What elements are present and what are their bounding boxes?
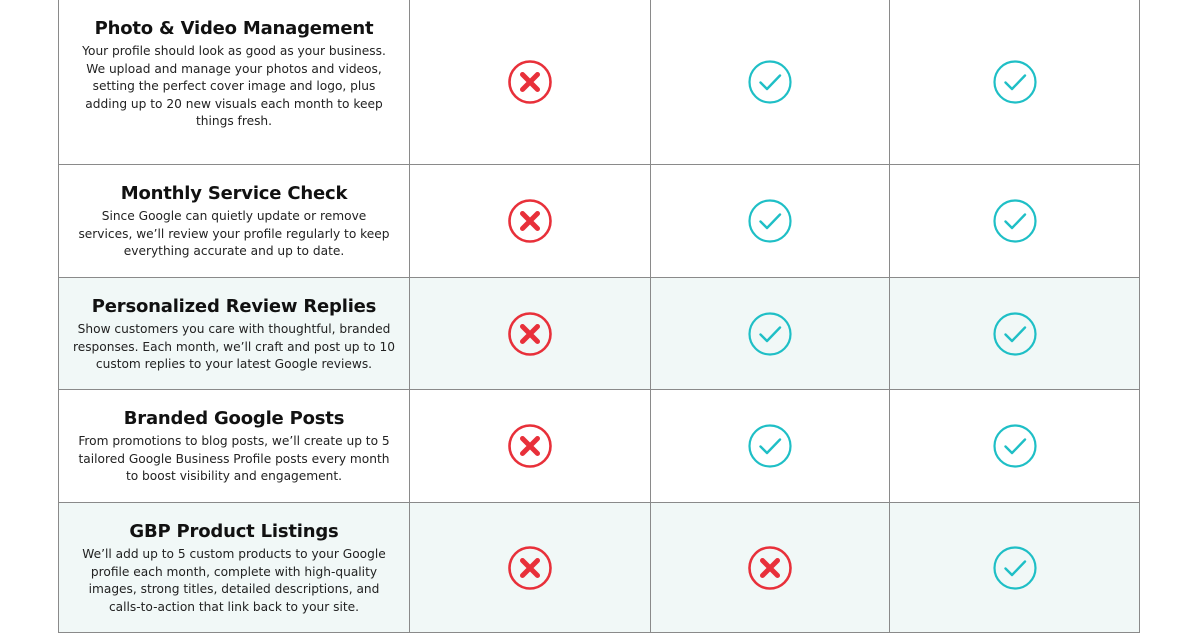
table-row-photo-video [59, 0, 1139, 165]
check-icon [992, 198, 1038, 244]
cross-icon [507, 59, 553, 105]
feature-description: Show customers you care with thoughtful, branded responses. Each month, we’ll craft and post up to 10 custom replies to your latest Google reviews. [72, 322, 396, 372]
plan-2-cell [651, 278, 890, 389]
plan-1-cell [410, 278, 651, 389]
check-icon [992, 545, 1038, 591]
feature-title: Personalized Review Replies [91, 296, 377, 317]
feature-cell [59, 503, 410, 632]
feature-comparison-table [58, 0, 1140, 633]
plan-3-cell [890, 503, 1139, 632]
feature-description: Your profile should look as good as your business. We upload and manage your photos and videos, setting the perfect cover image and logo, plus adding up to 20 new visuals each month to keep things fresh. [82, 44, 386, 129]
plan-3-cell [890, 278, 1139, 389]
feature-description: Since Google can quietly update or remove services, we’ll review your profile regularly to keep everything accurate and up to date. [78, 209, 390, 259]
check-icon [747, 198, 793, 244]
feature-cell [59, 0, 410, 164]
check-icon [747, 311, 793, 357]
check-icon [992, 423, 1038, 469]
plan-2-cell [651, 0, 890, 164]
check-icon [747, 59, 793, 105]
feature-cell [59, 390, 410, 502]
table-row-service-check [59, 165, 1139, 278]
table-row-google-posts [59, 390, 1139, 503]
plan-3-cell [890, 0, 1139, 164]
plan-2-cell [651, 165, 890, 277]
feature-title: GBP Product Listings [129, 521, 339, 542]
plan-3-cell [890, 390, 1139, 502]
check-icon [992, 59, 1038, 105]
table-row-product-listings [59, 503, 1139, 633]
feature-title: Photo & Video Management [94, 18, 374, 39]
check-icon [992, 311, 1038, 357]
feature-cell [59, 165, 410, 277]
feature-cell [59, 278, 410, 389]
plan-2-cell [651, 390, 890, 502]
plan-1-cell [410, 390, 651, 502]
cross-icon [507, 545, 553, 591]
cross-icon [507, 423, 553, 469]
plan-2-cell [651, 503, 890, 632]
plan-3-cell [890, 165, 1139, 277]
feature-description: From promotions to blog posts, we’ll create up to 5 tailored Google Business Profile posts every month to boost visibility and engagement. [78, 434, 390, 484]
plan-1-cell [410, 0, 651, 164]
check-icon [747, 423, 793, 469]
feature-title: Branded Google Posts [123, 408, 345, 429]
cross-icon [747, 545, 793, 591]
feature-title: Monthly Service Check [120, 183, 348, 204]
cross-icon [507, 198, 553, 244]
cross-icon [507, 311, 553, 357]
feature-description: We’ll add up to 5 custom products to your Google profile each month, complete with high-quality images, strong titles, detailed descriptions, and calls-to-action that link back to your site. [82, 547, 386, 614]
plan-1-cell [410, 503, 651, 632]
table-row-review-replies [59, 278, 1139, 390]
plan-1-cell [410, 165, 651, 277]
